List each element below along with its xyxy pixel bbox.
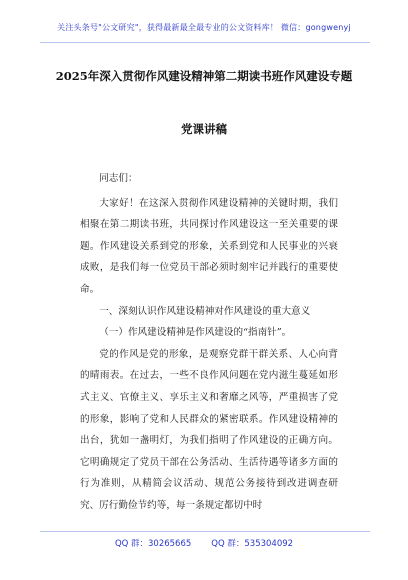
- body-paragraph: 大家好！在这深入贯彻作风建设精神的关键时期，我们相聚在第二期读书班，共同探讨作风建设这一至关重要的课题。作风建设关系到党的形象，关系到党和人民事业的兴衰成败，是我们每一位党员干部必须时刻牢记并践行的重要使命。: [80, 197, 338, 295]
- body-paragraph: 党的作风是党的形象，是观察党群干群关系、人心向背的晴雨表。在过去，一些不良作风问题在党内滋生蔓延如形式主义、官僚主义、享乐主义和奢靡之风等，严重损害了党的形象，影响了党和人民群众的紧密联系。作风建设精神的出台，犹如一盏明灯，为我们指明了作风建设的正确方向。它明确规定了党员干部在公务活动、生活待遇等诸多方面的行为准则，从精简会议活动、规范公务接待到改进调查研究、厉行勤俭节约等，每一条规定都切中时: [80, 348, 338, 511]
- footer-divider: [40, 531, 370, 532]
- document-subtitle: 党课讲稿: [181, 122, 227, 136]
- document-body: [80, 168, 338, 517]
- page-header-notice: 关注头条号"公文研究"，获得最新最全最专业的公文资料库！ 微信：gongwenyj: [57, 23, 351, 32]
- subsection-heading: （一）作风建设精神是作风建设的“指南针”。: [99, 327, 292, 339]
- section-heading: 一、深刻认识作风建设精神对作风建设的重大意义: [99, 305, 311, 317]
- document-title: 2025年深入贯彻作风建设精神第二期读书班作风建设专题: [55, 69, 353, 83]
- footer-qq-group-2: QQ 群：535304092: [211, 539, 294, 549]
- page-footer: [0, 537, 408, 549]
- footer-qq-group-1: QQ 群：30265665: [114, 539, 192, 549]
- salutation: 同志们：: [99, 173, 138, 184]
- header-divider: [40, 42, 370, 43]
